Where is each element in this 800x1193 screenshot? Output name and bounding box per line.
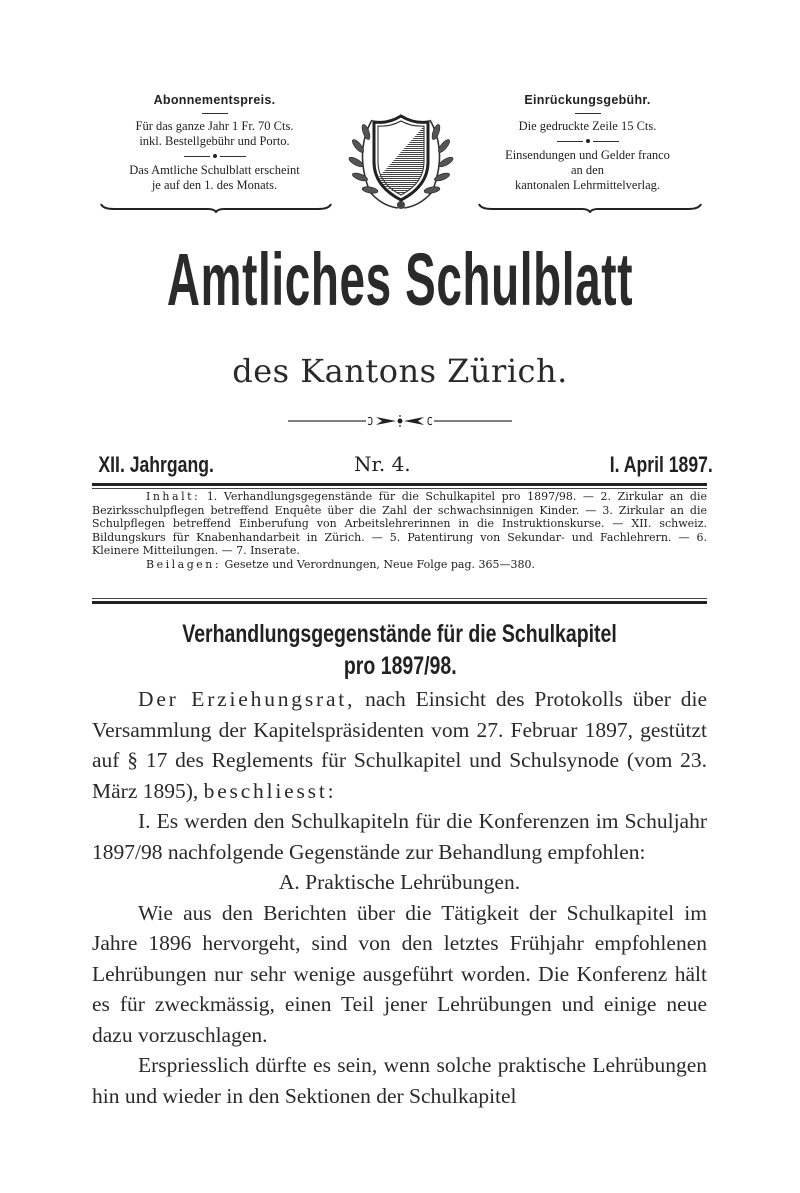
subscription-title: Abonnementspreis. [153,93,276,107]
issue-info [92,452,713,478]
submission-note: Einsendungen und Gelder franco [505,148,670,162]
volume-label: XII. Jahrgang. [98,452,214,477]
advertising-title: Einrückungsgebühr. [524,93,651,107]
publication-title: Amtliches Schulblatt [166,238,634,321]
top-rule [92,483,707,486]
dot-divider [92,152,337,160]
subscription-note: inkl. Bestellgebühr und Porto. [139,134,290,148]
article-body [92,684,707,1111]
paragraph-2: I. Es werden den Schulkapiteln für die Konferenzen im Schuljahr 1897/98 nachfolgende Gegenstände zur Behandlung empfohlen: [92,809,707,864]
resolves-keyword: beschliesst: [203,778,337,803]
issue-date: I. April 1897. [609,452,713,477]
divider [575,113,601,114]
zurich-coat-of-arms-icon [342,112,460,212]
article-title [0,620,800,649]
line-price: Die gedruckte Zeile 15 Cts. [518,119,657,133]
brace-right [478,203,702,213]
ornament-divider-icon [288,414,512,428]
bottom-rule [92,601,707,604]
dot-divider [465,137,710,145]
subscription-price: Für das ganze Jahr 1 Fr. 70 Cts. [135,119,294,133]
contents-label: Inhalt: [146,490,201,503]
table-of-contents [92,490,707,571]
paragraph-3: Wie aus den Berichten über die Tätigkeit der Schulkapitel im Jahre 1896 hervorgeht, sind von den letztes Frühjahr empfohlenen Lehrübungen nur sehr wenige ausgeführt worden. Die Konferenz hält es für zweckmässig, einen Teil jener Lehrübungen und einige neue dazu vorzuschlagen. [92,900,707,1047]
article-title-line1: Verhandlungsgegenstände für die Schulkapitel [182,620,618,648]
decision-body: Der Erziehungsrat, [138,687,356,711]
supplement-text: Gesetze und Verordnungen, Neue Folge pag. 365—380. [224,557,535,571]
top-rule-thin [92,488,707,489]
supplement-label: Beilagen: [146,557,222,571]
contents-text: 1. Verhandlungsgegenstände für die Schulkapitel pro 1897/98. — 2. Zirkular an die Bezirksschulpflegen betreffend Enquête über die Zahl der schwachsinnigen Kinder. — 3. Zirkular an die Schulpflegen betreffend Einberufung von Arbeitslehrerinnen in die Instruktionskurse. — XII. schweiz. Bildungskurs für Knabenhandarbeit in Zürich. — 5. Patentirung von Sekundar- und Fachlehrern. — 6. Kleinere Mitteilungen. — 7. Inserate. [92,490,707,557]
paragraph-4: Erspriesslich dürfte es sein, wenn solche praktische Lehrübungen hin und wieder in den Sektionen der Schulkapitel [92,1053,707,1108]
article-title-2 [0,652,800,681]
paragraph-1 [92,684,707,806]
issue-number: Nr. 4. [354,452,411,476]
divider [202,113,228,114]
publication-frequency: Das Amtliche Schulblatt erscheint [129,163,300,177]
publication-subtitle: des Kantons Zürich. [232,352,568,390]
advertising-info [465,93,710,193]
brace-left [100,203,332,213]
submission-note-3: kantonalen Lehrmittelverlag. [514,178,661,192]
subheading-practical: A. Praktische Lehrübungen. [278,870,521,894]
subscription-info [92,93,337,193]
submission-note-2: an den [571,163,604,177]
paragraph-1-text: nach Einsicht des Protokolls über die Versammlung der Kapitelspräsidenten vom 27. Februar 1897, gestützt auf § 17 des Reglements für Schulkapitel und Schulsynode (vom 23. März 1895), [92,687,707,803]
bottom-rule-thin [92,598,707,599]
publication-frequency-2: je auf den 1. des Monats. [151,178,278,192]
article-title-line2: pro 1897/98. [343,652,457,680]
